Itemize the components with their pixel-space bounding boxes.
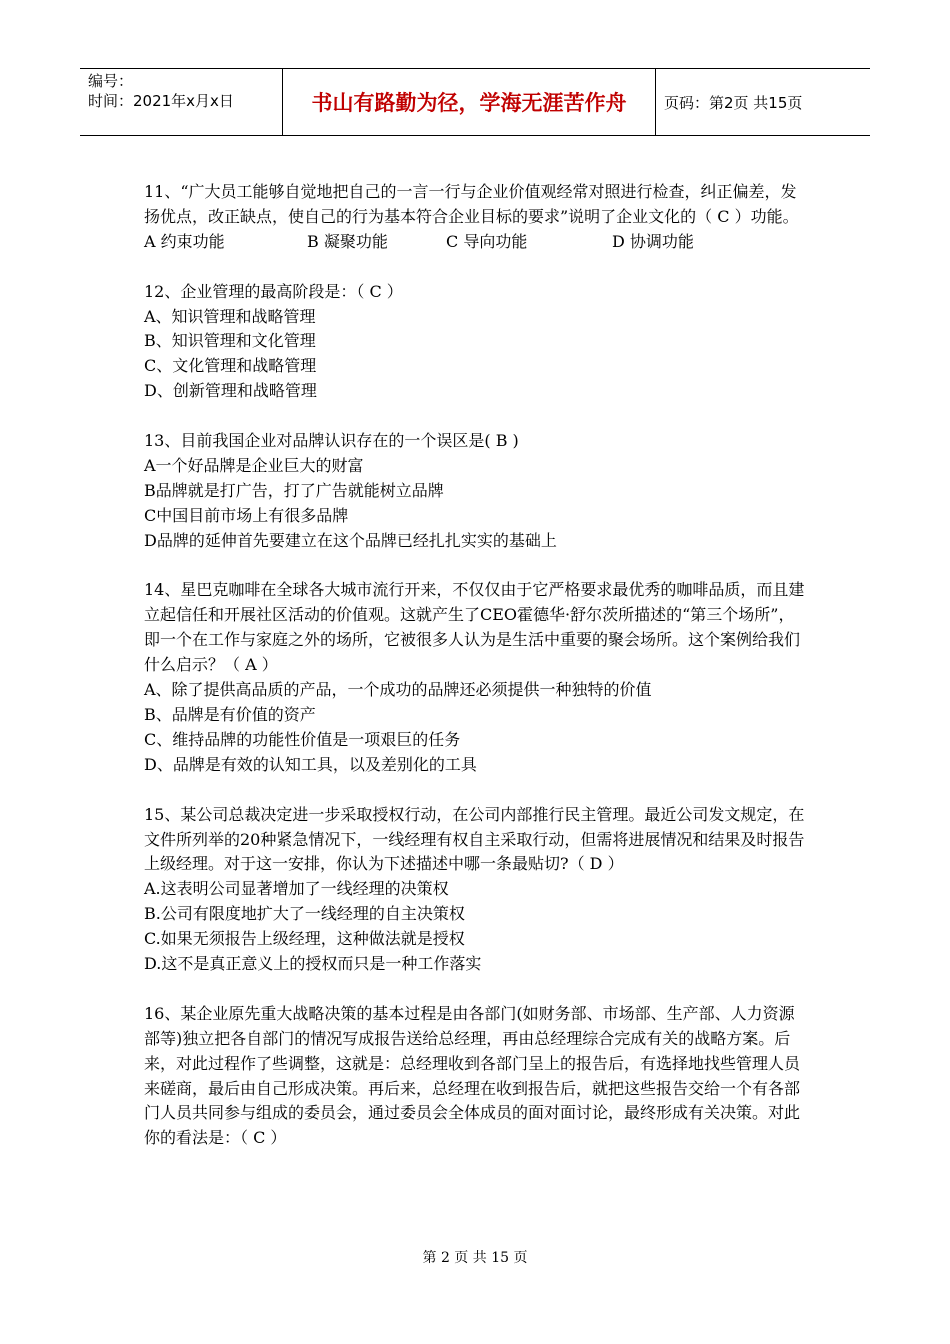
question-list <box>144 180 810 1176</box>
option-c: C.如果无须报告上级经理，这种做法就是授权 <box>144 929 465 949</box>
option-b: B、知识管理和文化管理 <box>144 331 316 351</box>
option-b: B 凝聚功能 <box>307 231 388 251</box>
option-d: D 协调功能 <box>612 231 694 251</box>
question-stem: 11、“广大员工能够自觉地把自己的一言一行与企业价值观经常对照进行检查，纠正偏差，发扬优点，改正缺点，使自己的行为基本符合企业目标的要求”说明了企业文化的（ C ）功能。 <box>144 182 799 226</box>
question-stem: 12、企业管理的最高阶段是：（ C ） <box>144 281 403 301</box>
option-a: A、知识管理和战略管理 <box>144 306 316 326</box>
option-c: C、文化管理和战略管理 <box>144 356 317 376</box>
option-a: A 约束功能 <box>144 231 225 251</box>
question-stem: 16、某企业原先重大战略决策的基本过程是由各部门(如财务部、市场部、生产部、人力资源部等)独立把各自部门的情况写成报告送给总经理，再由总经理综合完成有关的战略方案。后来，对此过程作了些调整，这就是：总经理收到各部门呈上的报告后，有选择地找些管理人员来磋商，最后由自己形成决策。再后来，总经理在收到报告后，就把这些报告交给一个有各部门人员共同参与组成的委员会，通过委员会全体成员的面对面讨论，最终形成有关决策。对此你的看法是：（ C ） <box>144 1003 801 1148</box>
option-c: C、维持品牌的功能性价值是一项艰巨的任务 <box>144 729 461 749</box>
question-14 <box>144 578 810 777</box>
option-a: A一个好品牌是企业巨大的财富 <box>144 455 364 475</box>
option-d: D.这不是真正意义上的授权而只是一种工作落实 <box>144 954 482 974</box>
option-a: A.这表明公司显著增加了一线经理的决策权 <box>144 879 449 899</box>
option-row <box>144 230 810 255</box>
document-date: 时间：2021年x月x日 <box>88 92 234 110</box>
header-page-info: 页码：第2页 共15页 <box>664 93 803 112</box>
option-b: B.公司有限度地扩大了一线经理的自主决策权 <box>144 904 465 924</box>
header-meta <box>80 69 283 135</box>
option-c: C 导向功能 <box>446 231 528 251</box>
page-header <box>80 68 870 136</box>
document-number-label: 编号： <box>88 72 134 90</box>
option-d: D品牌的延伸首先要建立在这个品牌已经扎扎实实的基础上 <box>144 530 557 550</box>
question-stem: 15、某公司总裁决定进一步采取授权行动，在公司内部推行民主管理。最近公司发文规定，在文件所列举的20种紧急情况下，一线经理有权自主采取行动，但需将进展情况和结果及时报告上级经理。对于这一安排，你认为下述描述中哪一条最贴切?（ D ） <box>144 804 805 874</box>
question-13 <box>144 429 810 554</box>
question-16 <box>144 1002 810 1151</box>
header-motto: 书山有路勤为径，学海无涯苦作舟 <box>283 69 656 135</box>
option-d: D、创新管理和战略管理 <box>144 381 317 401</box>
option-b: B品牌就是打广告，打了广告就能树立品牌 <box>144 480 444 500</box>
question-12 <box>144 280 810 405</box>
page-footer: 第 2 页 共 15 页 <box>422 1250 528 1266</box>
option-d: D、品牌是有效的认知工具，以及差别化的工具 <box>144 754 477 774</box>
question-15 <box>144 803 810 977</box>
option-a: A、除了提供高品质的产品，一个成功的品牌还必须提供一种独特的价值 <box>144 680 652 700</box>
question-11 <box>144 180 810 255</box>
option-c: C中国目前市场上有很多品牌 <box>144 505 349 525</box>
question-stem: 14、星巴克咖啡在全球各大城市流行开来，不仅仅由于它严格要求最优秀的咖啡品质，而且建立起信任和开展社区活动的价值观。这就产生了CEO霍德华·舒尔茨所描述的“第三个场所”，即一个在工作与家庭之外的场所，它被很多人认为是生活中重要的聚会场所。这个案例给我们什么启示？（ A ） <box>144 580 805 675</box>
option-b: B、品牌是有价值的资产 <box>144 704 316 724</box>
question-stem: 13、目前我国企业对品牌认识存在的一个误区是( B ) <box>144 431 519 451</box>
